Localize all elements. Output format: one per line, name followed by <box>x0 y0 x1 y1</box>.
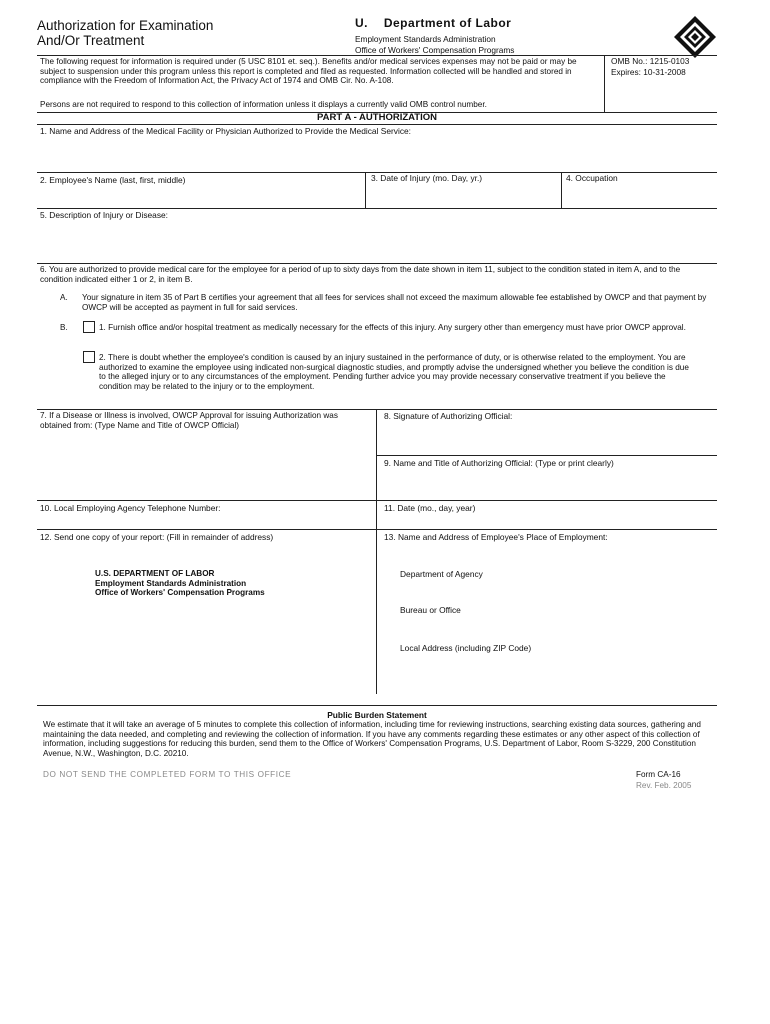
local-address-label: Local Address (including ZIP Code) <box>400 643 532 653</box>
injury-description-field[interactable] <box>40 222 716 262</box>
dept-agency-label: Department of Agency <box>400 569 483 579</box>
item6a-text: Your signature in item 35 of Part B certifies your agreement that all fees for services shall not exceed the maximum allowable fee established by OWCP and that payment by OWCP will be accepted as payment in full for said services. <box>82 293 707 312</box>
date-field[interactable] <box>380 514 715 528</box>
omb-control-notice: Persons are not required to respond to this collection of information unless it displays a currently valid OMB control number. <box>40 100 487 109</box>
burden-heading: Public Burden Statement <box>327 710 427 720</box>
occupation-field[interactable] <box>564 186 714 206</box>
item11-label: 11. Date (mo., day, year) <box>384 503 476 513</box>
burden-text: We estimate that it will take an average of 5 minutes to complete this collection of information, including time for reviewing instructions, searching existing data sources, gathering and maintaining the data needed, and completing and reviewing the collection of information. If you have any comments regarding these estimates or any other aspect of this collection of information, including suggestions for reducing this burden, send them to the Office of Workers' Compensation Programs, U.S. Department of Labor, Room S-3229, 200 Constitution Avenue, N.W., Washington, D.C. 20210. <box>43 720 701 758</box>
dol-address-block <box>95 569 265 598</box>
form-revision: Rev. Feb. 2005 <box>636 781 692 790</box>
item13-label: 13. Name and Address of Employee's Place of Employment: <box>384 532 608 542</box>
privacy-notice: The following request for information is required under (5 USC 8101 et. seq.). Benefits and/or medical services expenses may not be paid or may be subject to suspension under this program unless this report is completed and filed as requested. Information collected will be handled and stored in compliance with the Freedom of Information Act, the Privacy Act of 1974 and OMB Cir. No. A-108. <box>40 57 577 86</box>
omb-number: OMB No.: 1215-0103 <box>611 56 690 66</box>
employee-name-field[interactable] <box>40 186 362 206</box>
signature-field[interactable] <box>380 423 715 453</box>
item5-label: 5. Description of Injury or Disease: <box>40 210 169 220</box>
item6b-marker: B. <box>60 323 68 332</box>
address-line3: Office of Workers' Compensation Programs <box>95 588 265 598</box>
item6a-marker: A. <box>60 293 68 302</box>
item10-label: 10. Local Employing Agency Telephone Number: <box>40 503 221 513</box>
condition-2-checkbox[interactable] <box>83 351 95 363</box>
condition-1-checkbox[interactable] <box>83 321 95 333</box>
item6b1-text: 1. Furnish office and/or hospital treatment as medically necessary for the effects of this injury. Any surgery other than emergency must have prior OWCP approval. <box>99 323 686 332</box>
item7-label: 7. If a Disease or Illness is involved, OWCP Approval for issuing Authorization was obtained from: (Type Name and Title of OWCP Official) <box>40 411 338 430</box>
agency-prefix: U. <box>355 16 368 30</box>
item4-label: 4. Occupation <box>566 173 618 183</box>
item12-label: 12. Send one copy of your report: (Fill in remainder of address) <box>40 532 274 542</box>
official-name-field[interactable] <box>380 470 715 498</box>
item1-field[interactable] <box>40 137 716 171</box>
item2-label: 2. Employee's Name (last, first, middle) <box>40 175 186 185</box>
agency-sub2: Office of Workers' Compensation Programs <box>355 45 515 55</box>
item6b2-text: 2. There is doubt whether the employee's condition is caused by an injury sustained in the performance of duty, or is otherwise related to the employment. You are authorized to examine the employee using indicated non-surgical diagnostic studies, and promptly advise the undersigned whether you believe the condition is due to the alleged injury or to any circumstances of the employment. Pending further advice you may provide necessary conservative treatment if you believe the condition may be related to the injury or to the employment. <box>99 353 689 391</box>
bureau-label: Bureau or Office <box>400 605 461 615</box>
do-not-send-notice: DO NOT SEND THE COMPLETED FORM TO THIS OFFICE <box>43 770 292 779</box>
report-address-field[interactable] <box>95 600 370 690</box>
form-title-line2: And/Or Treatment <box>37 33 145 48</box>
dol-seal-icon <box>673 15 717 59</box>
agency-phone-field[interactable] <box>40 514 372 528</box>
agency-sub1: Employment Standards Administration <box>355 34 496 44</box>
address-line1: U.S. DEPARTMENT OF LABOR <box>95 569 215 578</box>
item9-label: 9. Name and Title of Authorizing Official: (Type or print clearly) <box>384 458 614 468</box>
agency-title: Department of Labor <box>383 16 512 30</box>
form-number: Form CA-16 <box>636 770 681 779</box>
omb-expires: Expires: 10-31-2008 <box>611 67 686 77</box>
agency-name <box>355 16 511 30</box>
item8-label: 8. Signature of Authorizing Official: <box>384 411 513 421</box>
employment-address-field[interactable] <box>380 545 715 691</box>
form-title-line1: Authorization for Examination <box>37 18 214 33</box>
item3-label: 3. Date of Injury (mo. Day, yr.) <box>371 173 483 183</box>
item6-text: 6. You are authorized to provide medical care for the employee for a period of up to sixty days from the date shown in item 11, subject to the condition stated in item A, and to the condition indicated either 1 or 2, in item B. <box>40 265 681 284</box>
item1-label: 1. Name and Address of the Medical Facility or Physician Authorized to Provide the Medical Service: <box>40 126 412 136</box>
owcp-approval-field[interactable] <box>40 442 372 498</box>
part-a-heading: PART A - AUTHORIZATION <box>317 112 437 123</box>
address-line2: Employment Standards Administration <box>95 578 247 588</box>
date-of-injury-field[interactable] <box>368 186 558 206</box>
